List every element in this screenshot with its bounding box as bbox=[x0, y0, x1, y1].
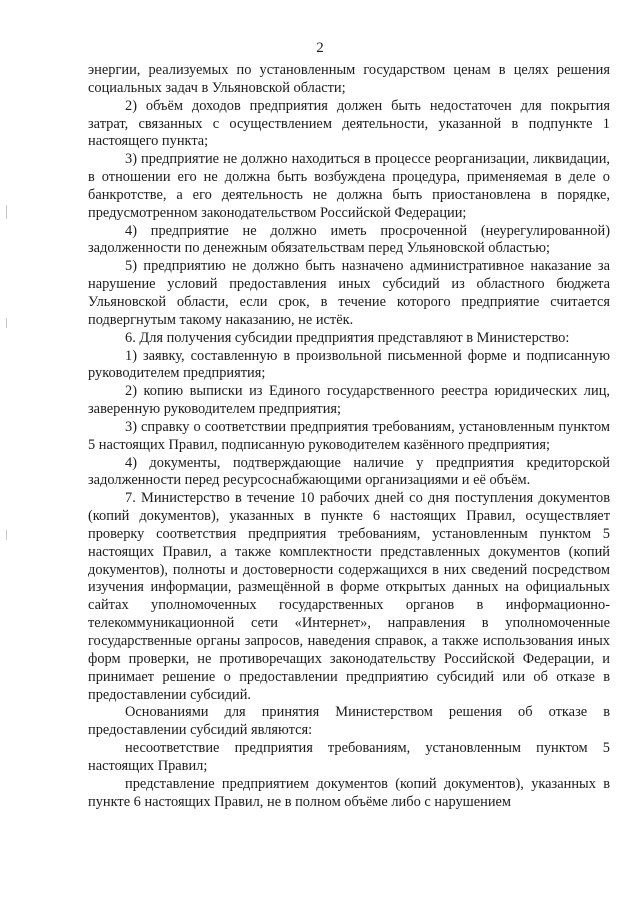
paragraph: 2) копию выписки из Единого государственного реестра юридических лиц, заверенную руководителем предприятия; bbox=[88, 383, 610, 418]
document-body bbox=[88, 62, 610, 811]
paragraph: Основаниями для принятия Министерством решения об отказе в предоставлении субсидий являются: bbox=[88, 704, 610, 739]
paragraph: 6. Для получения субсидии предприятия представляют в Министерство: bbox=[125, 329, 570, 346]
paragraph: 7. Министерство в течение 10 рабочих дней со дня поступления документов (копий документов), указанных в пункте 6 настоящих Правил, осуществляет проверку соответствия предприятия требованиям, установленным пунктом 5 настоящих Правил, а также комплектности представленных документов (копий документов), полноты и достоверности содержащихся в них сведений посредством изучения информации, размещённой в форме открытых данных на официальных сайтах уполномоченных государственных органов в информационно-телекоммуникационной сети «Интернет», направления в уполномоченные государственные органы запросов, наведения справок, а также использования иных форм проверки, не противоречащих законодательству Российской Федерации, и принимает решение о предоставлении предприятию субсидий или об отказе в предоставлении субсидий. bbox=[88, 490, 610, 703]
scan-edge-mark bbox=[6, 318, 7, 328]
paragraph: энергии, реализуемых по установленным государством ценам в целях решения социальных задач в Ульяновской области; bbox=[88, 62, 610, 96]
page-number: 2 bbox=[316, 40, 324, 56]
paragraph: 4) документы, подтверждающие наличие у предприятия кредиторской задолженности перед ресурсоснабжающими организациями и её объём. bbox=[88, 454, 610, 489]
paragraph: 2) объём доходов предприятия должен быть недостаточен для покрытия затрат, связанных с осуществлением деятельности, указанной в подпункте 1 настоящего пункта; bbox=[88, 97, 610, 150]
paragraph: несоответствие предприятия требованиям, установленным пунктом 5 настоящих Правил; bbox=[88, 740, 610, 774]
paragraph: 5) предприятию не должно быть назначено административное наказание за нарушение условий предоставления иных субсидий из областного бюджета Ульяновской области, если срок, в течение которого предприятие считается подвергнутым такому наказанию, не истёк. bbox=[88, 258, 610, 328]
paragraph: 3) предприятие не должно находиться в процессе реорганизации, ликвидации, в отношении его не должна быть возбуждена процедура, применяемая в деле о банкротстве, а его деятельность не должна быть приостановлена в порядке, предусмотренном законодательством Российской Федерации; bbox=[88, 151, 610, 221]
paragraph: 4) предприятие не должно иметь просроченной (неурегулированной) задолженности по денежным обязательствам перед Ульяновской областью; bbox=[88, 222, 610, 257]
paragraph: представление предприятием документов (копий документов), указанных в пункте 6 настоящих Правил, не в полном объёме либо с нарушением bbox=[88, 775, 610, 810]
scan-edge-mark bbox=[6, 530, 7, 540]
paragraph: 3) справку о соответствии предприятия требованиям, установленным пунктом 5 настоящих Правил, подписанную руководителем казённого предприятия; bbox=[88, 418, 610, 453]
scan-edge-mark bbox=[6, 205, 7, 219]
paragraph: 1) заявку, составленную в произвольной письменной форме и подписанную руководителем предприятия; bbox=[88, 347, 610, 382]
